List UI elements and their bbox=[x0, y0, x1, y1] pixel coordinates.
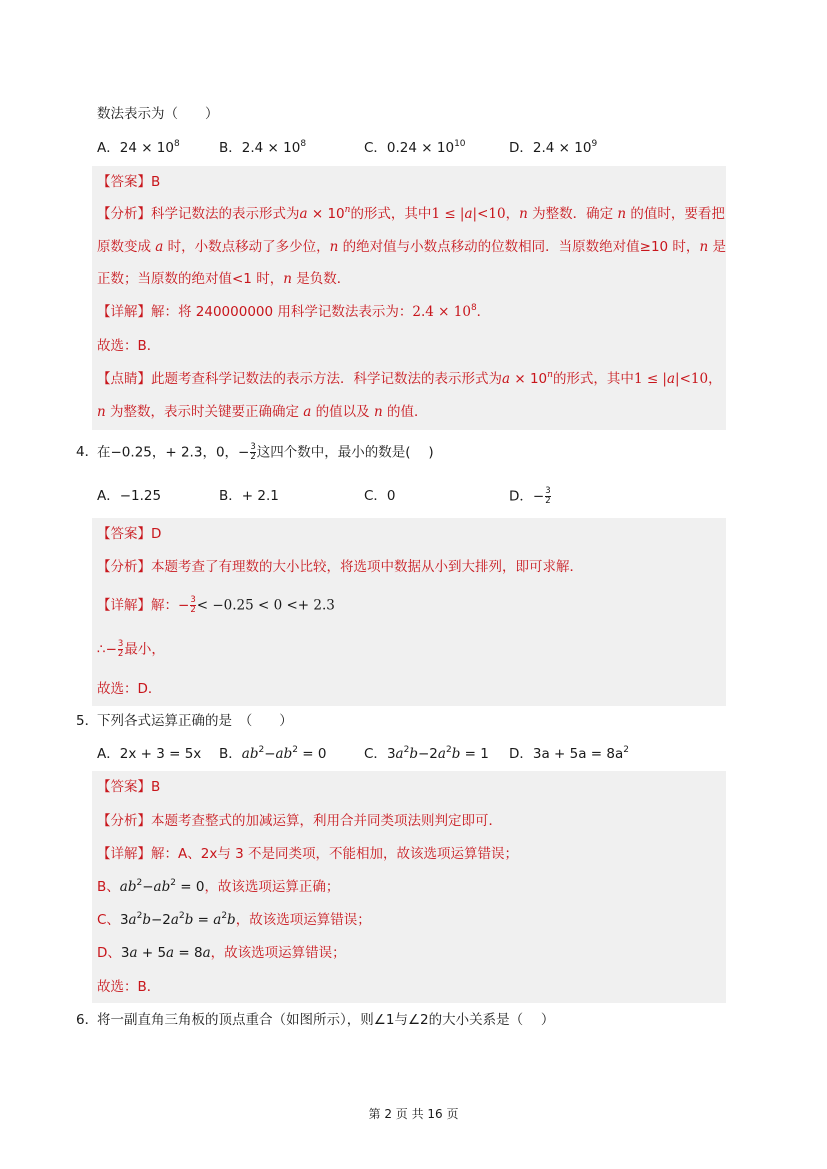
q3-comment-line-2: n 为整数，表示时关键要正确确定 a 的值以及 n 的值． bbox=[97, 404, 428, 420]
q5-analysis: 【分析】本题考查整式的加减运算，利用合并同类项法则判定即可． bbox=[97, 813, 502, 829]
q4-option-b: B．+ 2.1 bbox=[219, 488, 279, 504]
q3-analysis-line-2: 原数变成 a 时，小数点移动了多少位，n 的绝对值与小数点移动的位数相同．当原数绝对值≥10 时，n 是 bbox=[97, 239, 726, 255]
q4-analysis: 【分析】本题考查了有理数的大小比较，将选项中数据从小到大排列，即可求解． bbox=[97, 559, 583, 575]
q5-line-b: B、$ab^2-ab^2 = 0$，故该选项运算正确； bbox=[97, 878, 340, 895]
q5-option-a: A．2x + 3 = 5x bbox=[97, 746, 202, 762]
q3-option-d: D．$2.4 \times 10^9$ bbox=[509, 139, 598, 156]
q4-number: 4． bbox=[76, 444, 99, 460]
q5-number: 5． bbox=[76, 713, 99, 729]
q5-detail: 【详解】解：A、2x与 3 不是同类项，不能相加，故该选项运算错误； bbox=[97, 846, 518, 862]
q4-option-c: C．0 bbox=[364, 488, 396, 504]
q5-line-d: D、3a + 5a = 8a，故该选项运算错误； bbox=[97, 945, 346, 961]
q5-option-c: C．$3a^2b-2a^2b = 1$ bbox=[364, 745, 489, 762]
q4-answer: 【答案】D bbox=[97, 526, 162, 542]
q3-option-a: A．$24 \times 10^8$ bbox=[97, 139, 180, 156]
q4-detail: 【详解】解：− $\frac{3}{2}$ < −0.25 < 0 <+ 2.3 bbox=[97, 595, 335, 615]
q3-analysis-line-1: 【分析】科学记数法的表示形式为$a \times 10^n$的形式，其中1 ≤ |a|<10，n 为整数．确定 n 的值时，要看把 bbox=[97, 205, 725, 222]
q6-stem: 将一副直角三角板的顶点重合（如图所示），则∠1与∠2的大小关系是（ ） bbox=[97, 1012, 555, 1028]
q3-option-c: C．$0.24 \times 10^{10}$ bbox=[364, 139, 466, 156]
q3-choose: 故选：B． bbox=[97, 338, 161, 354]
q6-number: 6． bbox=[76, 1012, 99, 1028]
q3-answer: 【答案】B bbox=[97, 174, 161, 190]
q5-option-b: B．$ab^2-ab^2 = 0$ bbox=[219, 745, 327, 762]
q3-comment-line-1: 【点睛】此题考查科学记数法的表示方法．科学记数法的表示形式为$a \times 10^n$的形式，其中1 ≤ |a|<10， bbox=[97, 370, 722, 387]
page-footer: 第 2 页 共 16 页 bbox=[368, 1107, 459, 1121]
q5-choose: 故选：B． bbox=[97, 979, 161, 995]
q3-detail: 【详解】解：将 240000000 用科学记数法表示为：$2.4 \times 10^8$． bbox=[97, 303, 491, 320]
q4-choose: 故选：D． bbox=[97, 681, 162, 697]
q4-therefore: ∴− $\frac{3}{2}$ 最小， bbox=[97, 639, 165, 659]
q5-stem: 下列各式运算正确的是 （ ） bbox=[97, 713, 293, 729]
q4-stem: 在−0.25，+ 2.3，0，− $\frac{3}{2}$ 这四个数中，最小的数是( ) bbox=[97, 442, 434, 462]
q5-option-d: D．$3a + 5a = 8a^2$ bbox=[509, 745, 630, 762]
q3-analysis-line-3: 正数；当原数的绝对值<1 时，n 是负数． bbox=[97, 271, 351, 287]
q3-option-b: B．$2.4 \times 10^8$ bbox=[219, 139, 307, 156]
q4-option-d: D．− $\frac{3}{2}$ bbox=[509, 486, 551, 506]
q5-answer: 【答案】B bbox=[97, 779, 161, 795]
q4-option-a: A．−1.25 bbox=[97, 488, 162, 504]
q5-line-c: C、$3a^2b-2a^2b = a^2b$，故该选项运算错误； bbox=[97, 911, 371, 928]
q3-stem-tail: 数法表示为（ ） bbox=[97, 106, 219, 122]
